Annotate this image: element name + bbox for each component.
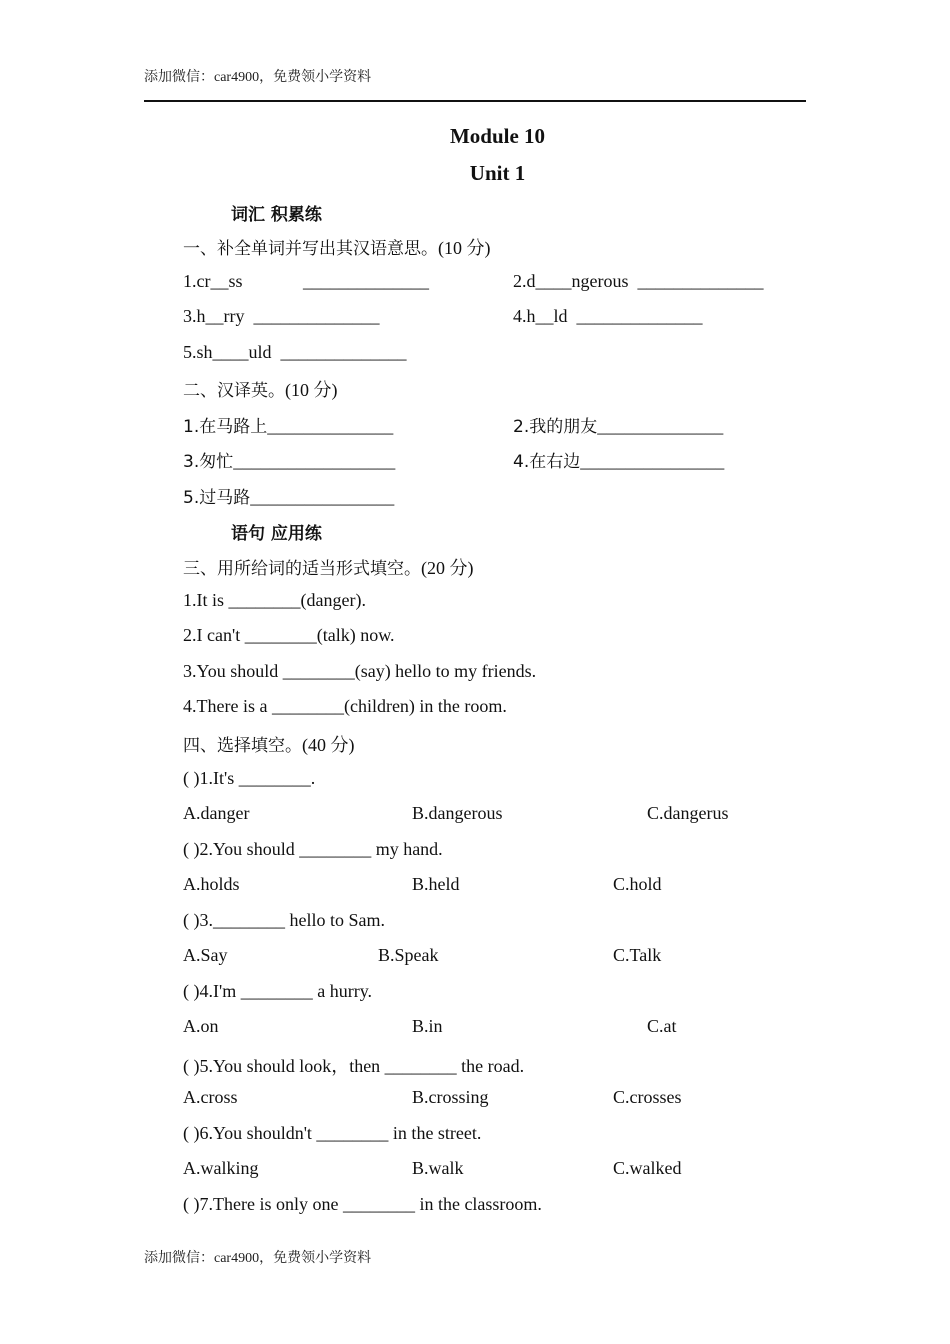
choice-question-stem: ( )3.________ hello to Sam.	[183, 910, 385, 930]
part2-item	[513, 447, 724, 472]
choice-option-b: B.crossing	[412, 1087, 489, 1107]
part1-answer-blank: ______________	[303, 271, 429, 291]
part1-heading-text: 一、补全单词并写出其汉语意思。	[183, 239, 438, 259]
section-label-sentence: 语句 应用练	[231, 524, 322, 544]
part1-item: 1.cr__ss	[183, 271, 243, 291]
choice-option-c: C.crosses	[613, 1087, 682, 1107]
part3-item: 3.You should ________(say) hello to my friends.	[183, 661, 537, 681]
part3-item: 2.I can't ________(talk) now.	[183, 625, 395, 645]
choice-question-stem: ( )2.You should ________ my hand.	[183, 839, 443, 859]
choice-option-b: B.held	[412, 874, 460, 894]
choice-option-c: C.Talk	[613, 945, 662, 965]
part1-item	[513, 306, 703, 327]
choice-option-c: C.walked	[613, 1158, 682, 1178]
choice-option-b: B.in	[412, 1016, 443, 1036]
module-title: Module 10	[449, 124, 546, 148]
part2-answer-blank: ______________	[267, 416, 394, 436]
part3-item: 1.It is ________(danger).	[183, 590, 366, 610]
part2-item	[183, 412, 393, 437]
choice-option-b: B.Speak	[378, 945, 439, 965]
part2-item	[183, 447, 395, 472]
part2-item-text: 2.我的朋友	[513, 417, 598, 437]
part2-answer-blank: __________________	[233, 451, 396, 471]
header-note: 添加微信：car4900，免费领小学资料	[144, 70, 372, 85]
part3-item: 4.There is a ________(children) in the room.	[183, 696, 507, 716]
part1-answer-blank: ______________	[576, 306, 703, 326]
choice-question-stem: ( )1.It's ________.	[183, 768, 316, 788]
choice-option-a: A.on	[183, 1016, 219, 1036]
part4-heading-text: 四、选择填空。	[183, 736, 302, 756]
choice-question-stem: ( )4.I'm ________ a hurry.	[183, 981, 373, 1001]
part1-item-text: 2.d____ngerous	[513, 271, 629, 291]
choice-option-c: C.dangerus	[647, 803, 729, 823]
part1-answer-blank: ______________	[253, 306, 380, 326]
part2-item-text: 5.过马路	[183, 488, 251, 508]
part1-item	[513, 271, 764, 292]
part2-item	[183, 483, 394, 508]
part2-item	[513, 412, 723, 437]
part2-answer-blank: ______________	[597, 416, 724, 436]
choice-option-a: A.cross	[183, 1087, 238, 1107]
choice-option-a: A.holds	[183, 874, 240, 894]
choice-question-stem: ( )5.You should look，then ________ the road.	[183, 1056, 525, 1076]
part1-answer-blank: ______________	[637, 271, 764, 291]
part1-score: (10 分)	[438, 238, 491, 258]
part3-heading	[183, 554, 474, 580]
part1-item-text: 4.h__ld	[513, 306, 568, 326]
choice-question-stem: ( )7.There is only one ________ in the classroom.	[183, 1194, 542, 1214]
choice-option-c: C.at	[647, 1016, 677, 1036]
part1-item	[183, 306, 380, 327]
header-divider	[144, 100, 806, 102]
choice-option-a: A.danger	[183, 803, 250, 823]
section-label-vocab: 词汇 积累练	[231, 205, 322, 225]
part2-answer-blank: ________________	[250, 487, 395, 507]
part2-score: (10 分)	[285, 380, 338, 400]
part2-heading-text: 二、汉译英。	[183, 381, 285, 401]
part1-item-text: 5.sh____uld	[183, 342, 272, 362]
part1-heading	[183, 234, 491, 260]
part4-score: (40 分)	[302, 735, 355, 755]
choice-option-a: A.Say	[183, 945, 228, 965]
choice-question-stem: ( )6.You shouldn't ________ in the street.	[183, 1123, 482, 1143]
part1-item	[183, 342, 407, 363]
unit-title: Unit 1	[469, 161, 526, 185]
part2-item-text: 4.在右边	[513, 452, 581, 472]
part3-heading-text: 三、用所给词的适当形式填空。	[183, 559, 421, 579]
part1-item-text: 3.h__rry	[183, 306, 245, 326]
part4-heading	[183, 731, 355, 757]
part2-item-text: 3.匆忙	[183, 452, 234, 472]
part1-answer-blank: ______________	[280, 342, 407, 362]
part3-score: (20 分)	[421, 558, 474, 578]
part2-item-text: 1.在马路上	[183, 417, 268, 437]
choice-option-c: C.hold	[613, 874, 662, 894]
footer-note: 添加微信：car4900，免费领小学资料	[144, 1251, 372, 1266]
choice-option-b: B.dangerous	[412, 803, 503, 823]
part2-heading	[183, 376, 338, 402]
choice-option-a: A.walking	[183, 1158, 259, 1178]
part2-answer-blank: ________________	[580, 451, 725, 471]
choice-option-b: B.walk	[412, 1158, 464, 1178]
